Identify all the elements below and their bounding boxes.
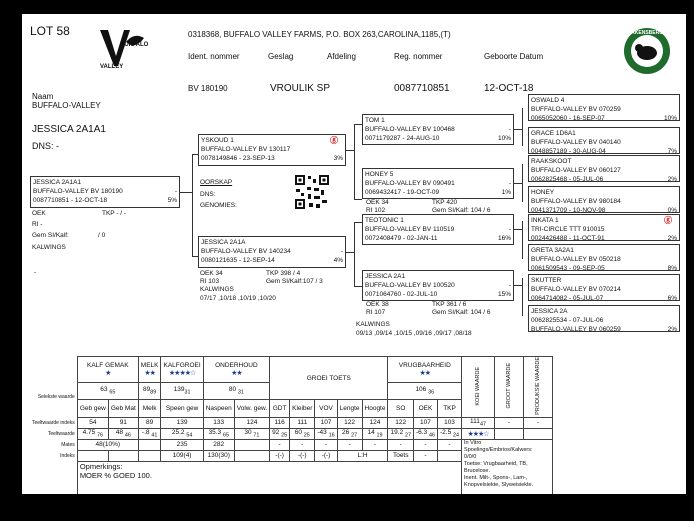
sd-oek: OEK 34 (366, 199, 389, 206)
spoel-value: 0/0/0 (464, 453, 477, 460)
teel-cell: 116 (270, 417, 290, 428)
gg-name: RAAKSKOOT (531, 158, 572, 165)
gg-name: OSWALD 4 (531, 97, 565, 104)
ds-name: TEOTONIC 1 (365, 217, 404, 224)
koei-stars: ★★★☆ (462, 428, 495, 439)
mates-cell (138, 439, 161, 450)
sd-ri: RI 102 (366, 207, 386, 214)
sd-farm: BUFFALO-VALLEY BV 090491 - (365, 180, 511, 187)
col-reg: Reg. nommer (394, 52, 443, 61)
hdr-geb-gew: Geb gew (77, 400, 108, 418)
teel-cell: 124 (234, 417, 269, 428)
subject-ri: RI - (32, 221, 43, 228)
svg-text:VALLEY: VALLEY (100, 64, 124, 70)
teelw-cell: 19.2 $_{27}$ (388, 428, 413, 439)
mates-label: Mates (61, 441, 75, 448)
teel-cell: 133 (203, 417, 234, 428)
genomic-icon: ⓖ (330, 136, 338, 145)
teelw-cell: 60 $_{25}$ (290, 428, 315, 439)
koei-waarde-value: $111_{47}$ (462, 417, 495, 428)
gg-reg: 0062825468 - 05-JUL-06 2% (531, 176, 677, 182)
gg-farm: BUFFALO-VALLEY BV 980184 (531, 198, 621, 205)
teel-cell: 124 (362, 417, 388, 428)
indeks-cell: 109(4) (161, 450, 203, 461)
teelw-cell: -2.5 $_{24}$ (438, 428, 462, 439)
sd-tkp: TKP 420 (432, 199, 458, 206)
opmerkings-label: Opmerkings: (79, 461, 123, 471)
ds-farm: BUFFALO-VALLEY BV 110519 - (365, 226, 511, 233)
grp-onderhoud: ONDERHOUD ★★ (203, 357, 269, 383)
dam-ri: RI 103 (200, 278, 220, 285)
teel-cell: 122 (337, 417, 362, 428)
subject-reg: 0087710851 - 12-OCT-18 5% (33, 197, 177, 204)
teeltwaarde-indeks-row: Teeltwaarde indeks 54 91 89 139 133 124 116 111 107 122 124 122 107 103 $111_{47}$ - - (30, 417, 553, 428)
subject-dash: - (34, 269, 37, 276)
dam-oek: OEK 34 (200, 270, 223, 277)
sel-kalfgroei: $139_{31}$ (161, 382, 203, 400)
gg-reg: 0024426488 - 11-OCT-91 2% (531, 235, 677, 241)
gg-reg: 0048857189 - 30-AUG-04 7% (531, 148, 677, 154)
ss-reg: 0071179287 - 24-AUG-10 10% (365, 135, 511, 142)
dam-kalwing-dates: 07/17 ,10/18 ,10/19 ,10/20 (200, 295, 276, 302)
dd-kalwing-dates: 09/13 ,09/14 ,10/15 ,09/16 ,09/17 ,08/18 (356, 330, 472, 337)
teelw-cell: -6.3 $_{46}$ (413, 428, 437, 439)
gg-name: SKUTTER (531, 277, 562, 284)
hdr-vov: VOV (315, 400, 337, 418)
ss-farm: BUFFALO-VALLEY BV 100468 - (365, 126, 511, 133)
indeks-cell: -(-) (270, 450, 290, 461)
reg-value: 0087710851 (394, 83, 450, 94)
teel-label: Teeltwaarde indeks (32, 419, 75, 426)
toetse-text: Toetse: Vrugbaarheid, TB, Brucelose. (464, 460, 528, 474)
hdr-naspeen: Naspeen (203, 400, 234, 418)
naam-label: Naam (32, 92, 54, 101)
teelw-cell: 92 $_{25}$ (270, 428, 290, 439)
mates-cell (234, 439, 269, 450)
produksie-waarde-head: PRODUKSIE WAARDE (523, 357, 552, 418)
indeks-label: Indeks (60, 452, 75, 459)
genomic-icon: ⓖ (664, 216, 672, 225)
notes-panel (462, 439, 553, 494)
dam-box (198, 236, 346, 268)
indeks-cell: Toets (388, 450, 413, 461)
sire-dam-box (362, 168, 514, 199)
gg-box-7 (528, 274, 680, 301)
col-ident: Ident. nommer (188, 52, 240, 61)
indeks-cell: - (413, 450, 437, 461)
dd-name: JESSICA 2A1 (365, 273, 406, 280)
oorskap-dns: DNS: (200, 191, 216, 198)
invitro-text: In Vitro (464, 439, 482, 446)
dd-tkp: TKP 361 / 6 (432, 301, 467, 308)
qr-code-icon (294, 174, 330, 210)
sire-box (198, 134, 346, 166)
teel-cell: 89 (138, 417, 161, 428)
kalf-stars: ★ (105, 369, 111, 377)
ss-name: TOM 1 (365, 117, 385, 124)
sire-farm: BUFFALO-VALLEY BV 130117 (201, 146, 291, 153)
indeks-cell: -(-) (290, 450, 315, 461)
hdr-melk: Melk (138, 400, 161, 418)
teelw-cell: 4.75 $_{76}$ (77, 428, 108, 439)
mates-cell: - (270, 439, 290, 450)
teelw-cell: 25.2 $_{54}$ (161, 428, 203, 439)
koei-waarde-head: KOEI WAARDE (462, 357, 495, 418)
gg-reg: 0041371709 - 10-NOV-98 0% (531, 207, 677, 213)
teel-cell: 122 (388, 417, 413, 428)
grp-groei: GROEI TOETS (270, 357, 388, 400)
dam-name: JESSICA 2A1A (201, 239, 246, 246)
indeks-cell (138, 450, 161, 461)
gg-box-8 (528, 305, 680, 332)
sd-name: HONEY 5 (365, 171, 394, 178)
dam-tkp: TKP 398 / 4 (266, 270, 301, 277)
ds-reg: 0072408479 - 02-JAN-11 16% (365, 235, 511, 242)
hdr-speen: Speen gew (161, 400, 203, 418)
mates-cell: - (388, 439, 413, 450)
subject-name: JESSICA 2A1A1 (33, 179, 82, 186)
vrug-stars: ★★ (419, 369, 431, 377)
gg-name: JESSICA 2A (531, 308, 568, 315)
indeks-cell: 130(30) (203, 450, 234, 461)
indeks-cell: L:H (337, 450, 388, 461)
teel-cell: 111 (290, 417, 315, 428)
indeks-cell: -(-) (315, 450, 337, 461)
mates-cell: 282 (203, 439, 234, 450)
subject-gem: Gem SI/Kalf: (32, 232, 69, 239)
grp-melk: MELK ★★ (138, 357, 161, 383)
mates-row (30, 439, 553, 450)
gg-name: GRACE 1D6A1 (531, 130, 576, 137)
spoel-text: Spoelings/Embrios/Kalwers: (464, 446, 533, 453)
subject-kalwings: KALWINGS (32, 244, 66, 251)
sel-label: Selekste waarde (37, 393, 75, 400)
teelw-label: Teeltwaarde (47, 430, 75, 437)
melk-stars: ★★ (144, 369, 155, 377)
subject-farm: BUFFALO-VALLEY BV 180190 - (33, 188, 177, 195)
mates-cell: - (413, 439, 437, 450)
hdr-volw: Volw. gew. (234, 400, 269, 418)
teel-cell: 54 (77, 417, 108, 428)
gg-farm: BUFFALO-VALLEY BV 050218 (531, 256, 621, 263)
mates-cell: - (337, 439, 362, 450)
mates-cell: 235 (161, 439, 203, 450)
teel-cell: 103 (438, 417, 462, 428)
opmerkings-cell (77, 461, 461, 494)
gg-box-2 (528, 127, 680, 154)
teelw-cell: 48 $_{46}$ (108, 428, 138, 439)
buffalo-valley-logo (96, 26, 148, 70)
dam-dam-box (362, 270, 514, 301)
oorskap-genomies: GENOMIES: (200, 202, 237, 209)
subject-tkp: TKP - / - (102, 210, 127, 217)
gg-farm: BUFFALO-VALLEY BV 060127 (531, 167, 621, 174)
sd-gem: Gem SI/Kalf: 104 / 6 (432, 207, 491, 214)
subject-oek: OEK (32, 210, 46, 217)
animal-name: JESSICA 2A1A1 (32, 124, 106, 135)
col-afdeling: Afdeling (327, 52, 356, 61)
dd-ri: RI 107 (366, 309, 386, 316)
gg-name: INKATA 1 (531, 217, 559, 224)
hdr-tkp: TKP (438, 400, 462, 418)
teel-cell: 107 (315, 417, 337, 428)
naam-value: BUFFALO-VALLEY (32, 101, 101, 110)
teelw-cell: 35.3 $_{65}$ (203, 428, 234, 439)
mates-cell: - (362, 439, 388, 450)
kalfgroei-stars: ★★★★☆ (168, 369, 196, 377)
indeks-cell (234, 450, 269, 461)
sire-name: YSKOUD 1 (201, 137, 234, 144)
gg-reg: 0064714082 - 05-JUL-07 6% (531, 295, 677, 301)
gg-box-1 (528, 94, 680, 121)
dam-kalwings: KALWINGS (200, 286, 234, 293)
gg-farm: BUFFALO-VALLEY BV 070214 (531, 286, 621, 293)
gg-farm: BUFFALO-VALLEY BV 070259 (531, 106, 621, 113)
gg-reg: 0061509543 - 09-SEP-05 8% (531, 265, 677, 271)
teel-cell: 139 (161, 417, 203, 428)
hdr-hoogte: Hoogte (362, 400, 388, 418)
gg-box-5 (528, 214, 680, 241)
gg-reg: BUFFALO-VALLEY BV 060259 2% (531, 326, 677, 332)
drakensberger-logo (618, 26, 676, 76)
hdr-gdt: GDT (270, 400, 290, 418)
svg-text:BUFFALO: BUFFALO (120, 42, 148, 48)
farm-info: 0318368, BUFFALO VALLEY FARMS, P.O. BOX 263,CAROLINA,1185,(T) (188, 30, 451, 39)
teel-cell: 91 (108, 417, 138, 428)
dd-kalwings: KALWINGS (356, 321, 390, 328)
hdr-oek: OEK (413, 400, 437, 418)
sire-reg: 0078149846 - 23-SEP-13 3% (201, 155, 343, 162)
teel-cell: 107 (413, 417, 437, 428)
dd-farm: BUFFALO-VALLEY BV 100520 - (365, 282, 511, 289)
dam-sire-box (362, 214, 514, 245)
sire-sire-box (362, 114, 514, 145)
breeding-values-table (30, 356, 553, 494)
teelw-cell: -43 $_{16}$ (315, 428, 337, 439)
opmerkings-text: MOER % GOED 100. (79, 470, 152, 480)
grp-kalf: KALF GEMAK ★ (77, 357, 138, 383)
gg-box-6 (528, 244, 680, 271)
indeks-cell (438, 450, 462, 461)
inent-text: Inent. Milt-, Spons-, Lam-, Knopvelsiekte, Slyweisiekte. (464, 474, 534, 488)
gg-name: GRETA 3A2A1 (531, 247, 574, 254)
mates-cell: - (438, 439, 462, 450)
sel-onder: 80 $_{31}$ (203, 382, 269, 400)
subject-box (30, 176, 180, 208)
teeltwaarde-row (30, 428, 553, 439)
sd-reg: 0069432417 - 19-OCT-09 1% (365, 189, 511, 196)
gg-box-3 (528, 155, 680, 182)
groot-waarde-head: GROOT WAARDE (494, 357, 523, 418)
hdr-kleiber: Kleiber (290, 400, 315, 418)
gg-box-4 (528, 186, 680, 213)
gg-farm: 0062825534 - 07-JUL-06 (531, 317, 604, 324)
hdr-so: SO (388, 400, 413, 418)
group-header-row (30, 357, 553, 383)
indeks-cell (108, 450, 138, 461)
onder-stars: ★★ (231, 369, 242, 377)
teelw-cell: 26 $_{27}$ (337, 428, 362, 439)
subject-gem-value: / 0 (98, 232, 106, 239)
dam-gem: Gem SI/Kalf:107 / 3 (266, 278, 323, 285)
gg-farm: TRI-CIRCLE TTT 910015 (531, 226, 605, 233)
mates-cell: 48(10%) (77, 439, 138, 450)
sel-vrug: 106 $_{36}$ (388, 382, 462, 400)
oorskap-label: OORSKAP (200, 179, 233, 186)
col-geboorte: Geboorte Datum (484, 52, 544, 61)
grp-kalfgroei: KALFGROEI ★★★★☆ (161, 357, 203, 383)
dd-oek: OEK 38 (366, 301, 389, 308)
dd-gem: Gem SI/Kalf: 104 / 6 (432, 309, 491, 316)
svg-text:DRAKENSBERGER: DRAKENSBERGER (623, 30, 671, 36)
lot-number: LOT 58 (30, 24, 70, 38)
teelw-cell: 30 $_{71}$ (234, 428, 269, 439)
col-geslag: Geslag (268, 52, 294, 61)
dns-label: DNS: - (32, 141, 59, 151)
geboorte-value: 12-OCT-18 (484, 83, 534, 94)
hdr-geb-mat: Geb Mat (108, 400, 138, 418)
dd-reg: 0071064760 - 02-JUL-10 15% (365, 291, 511, 298)
geslag-value: VROULIK SP (270, 83, 331, 94)
hdr-lengte: Lengte (337, 400, 362, 418)
teelw-cell: 14 $_{19}$ (362, 428, 388, 439)
sel-kalf: 63 $_{65}$ (77, 382, 138, 400)
grp-vrug: VRUGBAARHEID ★★ (388, 357, 462, 383)
gg-name: HONEY (531, 189, 555, 196)
dam-farm: BUFFALO-VALLEY BV 140234 - (201, 248, 343, 255)
ident-value: BV 180190 (188, 84, 228, 93)
pedigree-card (22, 14, 686, 494)
teelw-cell: -.8 $_{41}$ (138, 428, 161, 439)
gg-reg: 0065052060 - 16-SEP-07 10% (531, 115, 677, 121)
gg-farm: BUFFALO-VALLEY BV 040140 (531, 139, 621, 146)
mates-cell: - (290, 439, 315, 450)
mates-cell: - (315, 439, 337, 450)
indeks-cell (77, 450, 108, 461)
sel-melk: $89_{89}$ (138, 382, 161, 400)
dam-reg: 0080121635 - 12-SEP-14 4% (201, 257, 343, 264)
